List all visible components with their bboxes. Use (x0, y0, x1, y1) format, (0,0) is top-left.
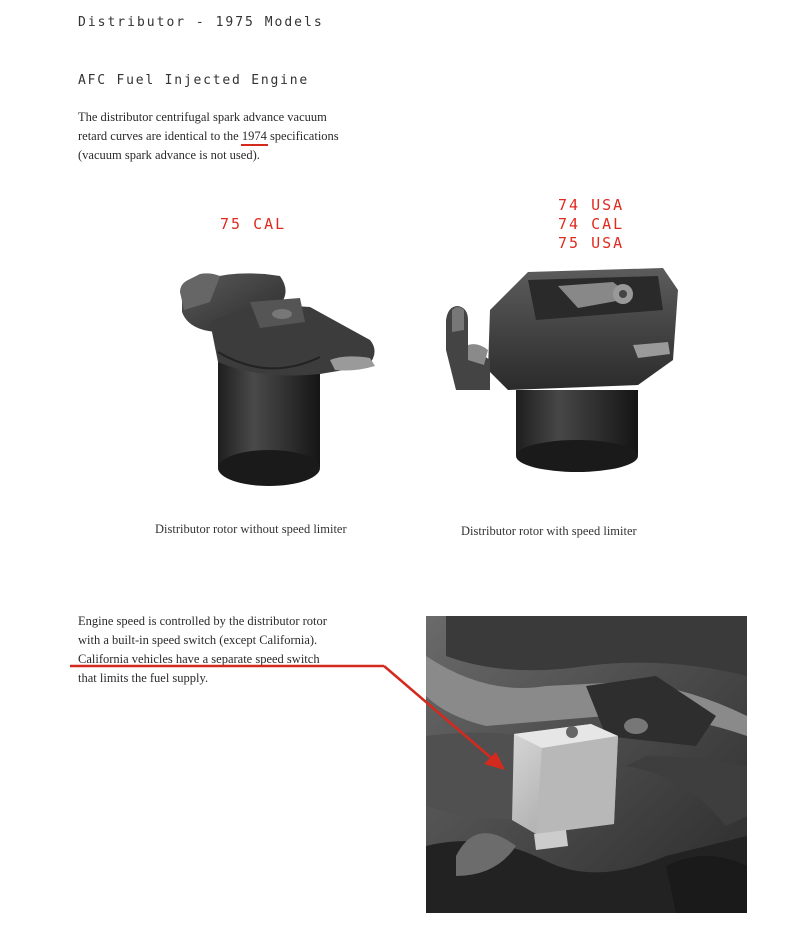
intro-line-3: (vacuum spark advance is not used). (78, 148, 260, 162)
body-paragraph (78, 612, 398, 688)
rotor-with-limiter-image (438, 250, 688, 500)
annotation-right-line-1: 74 USA (558, 196, 625, 214)
section-title: AFC Fuel Injected Engine (78, 73, 310, 88)
intro-paragraph (78, 108, 418, 165)
body-line-4: that limits the fuel supply. (78, 671, 209, 685)
caption-right: Distributor rotor with speed limiter (461, 524, 637, 538)
caption-left: Distributor rotor without speed limiter (155, 522, 347, 536)
highlighted-year-text: 1974 (241, 129, 267, 143)
annotation-right-line-3: 75 USA (558, 234, 625, 252)
highlighted-year (242, 129, 267, 143)
annotation-left-line-1: 75 CAL (220, 215, 287, 233)
intro-line-2-end: specifications (266, 129, 339, 143)
intro-line-2-start: retard curves are identical to the (78, 129, 242, 143)
body-line-2: with a built-in speed switch (except California). (78, 633, 318, 647)
page-header: Distributor - 1975 Models (78, 15, 324, 30)
intro-line-2 (78, 127, 418, 146)
engine-bay-photo (426, 616, 747, 913)
annotation-right (558, 196, 624, 253)
annotation-left (220, 215, 286, 234)
rotor-without-limiter-image (170, 262, 400, 502)
body-line-1: Engine speed is controlled by the distributor rotor (78, 614, 327, 628)
body-line-3: California vehicles have a separate speed switch (78, 652, 320, 666)
intro-line-1: The distributor centrifugal spark advance vacuum (78, 110, 327, 124)
red-underline-mark (241, 144, 268, 146)
annotation-right-line-2: 74 CAL (558, 215, 625, 233)
